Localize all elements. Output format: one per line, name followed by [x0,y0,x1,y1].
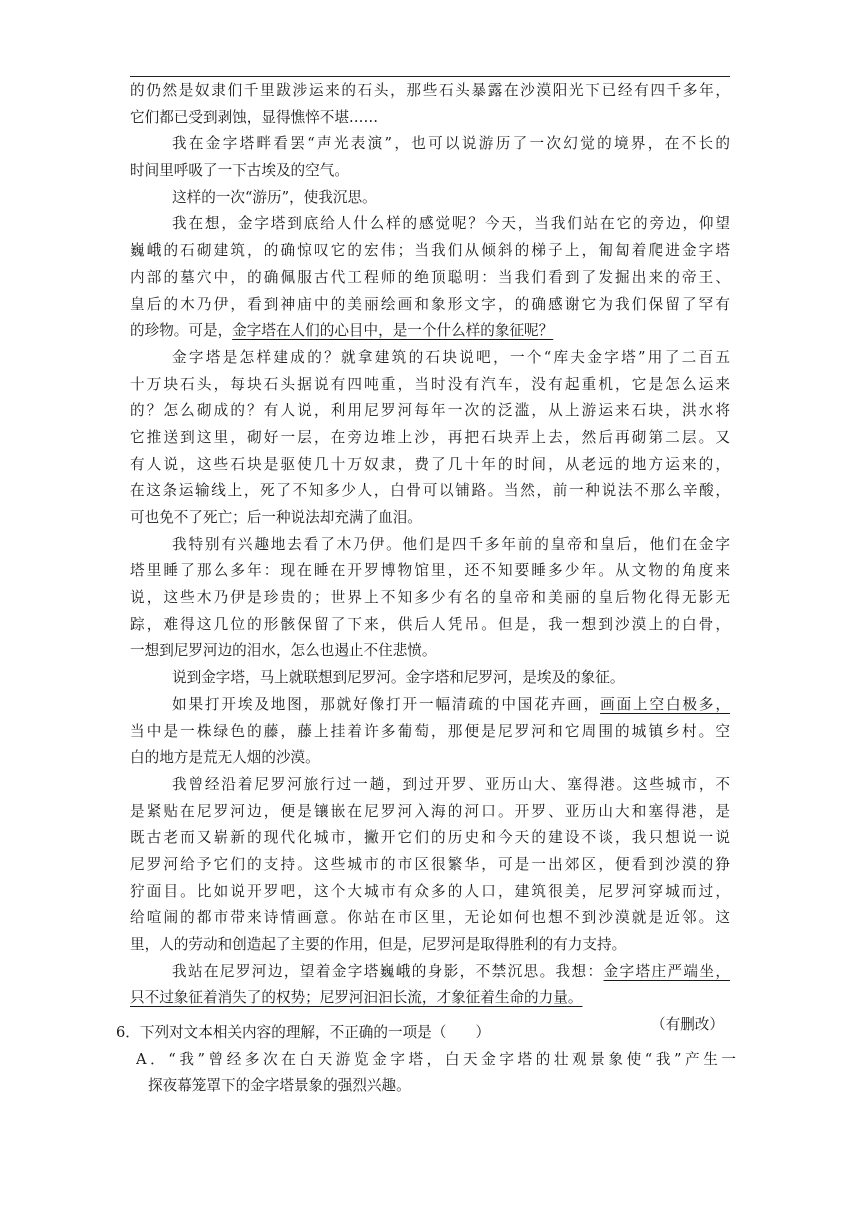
question-block [116,1020,736,1100]
text-line: 有人说，这些石块是驱使几十万奴隶，费了几十年的时间，从老远的地方运来的， [130,455,730,473]
text-line-underlined [130,985,730,1012]
text-line: 说，这些木乃伊是珍贵的；世界上不知多少有名的皇帝和美丽的皇后物化得无影无 [130,589,730,607]
text-line: 金字塔是怎样建成的？就拿建筑的石块说吧，一个“库夫金字塔”用了二百五 [172,348,730,366]
text-line: 的？怎么砌成的？有人说，利用尼罗河每年一次的泛滥，从上游运来石块，洪水将 [130,402,730,420]
option-line: 探夜幕笼罩下的金字塔景象的强烈兴趣。 [148,1077,411,1095]
text-line: 我在金字塔畔看罢“声光表演”，也可以说游历了一次幻觉的境界，在不长的 [172,135,730,153]
underlined-phrase: 只不过象征着消失了的权势；尼罗河汩汩长流，才象征着生命的力量。 [130,989,583,1007]
paragraph [130,532,730,665]
paragraph [130,185,730,212]
paragraph [130,345,730,532]
paragraph [130,959,730,1012]
text-line: 十万块石头，每块石头据说有四吨重，当时没有汽车，没有起重机，它是怎么运来 [130,375,730,393]
underlined-phrase: 金字塔在人们的心目中，是一个什么样的象征呢？ [232,322,554,340]
article-body [130,78,730,1039]
text-line: 白的地方是荒无人烟的沙漠。 [130,749,320,767]
text-line: 给喧闹的都市带来诗情画意。你站在市区里，无论如何也想不到沙漠就是近邻。这 [130,909,730,927]
text-line-underlined-tail: 我站在尼罗河边，望着金字塔巍峨的身影，不禁沉思。我想：金字塔庄严端坐， [172,962,730,980]
text-line: 这样的一次“游历”，使我沉思。 [172,188,377,206]
paragraph [130,772,730,959]
text-line: 我特别有兴趣地去看了木乃伊。他们是四千多年前的皇帝和皇后，他们在金字 [172,535,730,553]
paragraph [130,131,730,184]
text-line: 塔里睡了那么多年：现在睡在开罗博物馆里，还不知要睡多少年。从文物的角度来 [130,562,730,580]
paragraph [130,692,730,772]
underlined-phrase: 金字塔庄严端坐， [603,962,730,980]
text-line: 尼罗河给予它们的支持。这些城市的市区很繁华，可是一出郊区，便看到沙漠的狰 [130,855,730,873]
text-line: 既古老而又崭新的现代化城市，撇开它们的历史和今天的建设不谈，我只想说一说 [130,829,730,847]
text-line: 我在想，金字塔到底给人什么样的感觉呢？今天，当我们站在它的旁边，仰望 [172,215,730,233]
paragraph [130,78,730,131]
text-line: 是紧贴在尼罗河边，便是镶嵌在尼罗河入海的河口。开罗、亚历山大和塞得港，是 [130,802,730,820]
option-line: A．“我”曾经多次在白天游览金字塔，白天金字塔的壮观景象使“我”产生一 [136,1050,736,1068]
text-line-underlined-tail: 的珍物。可是，金字塔在人们的心目中，是一个什么样的象征呢？ [130,322,554,340]
text-line: 当中是一株绿色的藤，藤上挂着许多葡萄，那便是尼罗河和它周围的城镇乡村。空 [130,722,730,740]
text-line: 它推送到这里，砌好一层，在旁边堆上沙，再把石块弄上去，然后再砌第二层。又 [130,428,730,446]
top-rule [130,76,730,77]
text-line: 在这条运输线上，死了不知多少人，白骨可以铺路。当然，前一种说法不那么辛酸， [130,482,730,500]
text-line: 踪，难得这几位的形骸保留了下来，供后人凭吊。但是，我一想到沙漠上的白骨， [130,615,730,633]
paragraph [130,665,730,692]
text-line: 说到金字塔，马上就联想到尼罗河。金字塔和尼罗河，是埃及的象征。 [172,669,625,687]
text-line: 我曾经沿着尼罗河旅行过一趟，到过开罗、亚历山大、塞得港。这些城市，不 [172,775,730,793]
text-line: 的仍然是奴隶们千里跋涉运来的石头，那些石头暴露在沙漠阳光下已经有四千多年， [130,82,730,99]
text-line: 它们都已受到剥蚀，显得憔悴不堪…… [130,108,379,126]
question-stem: 6．下列对文本相关内容的理解，不正确的一项是（ ） [116,1024,491,1041]
text-line: 内部的墓穴中，的确佩服古代工程师的绝顶聪明：当我们看到了发掘出来的帝王、 [130,268,730,286]
paragraph [130,211,730,344]
source-note: （有删改） [651,1016,724,1034]
text-line: 巍峨的石砌建筑，的确惊叹它的宏伟；当我们从倾斜的梯子上，匍匐着爬进金字塔 [130,242,730,260]
text-line: 一想到尼罗河边的泪水，怎么也遏止不住悲愤。 [130,642,437,660]
text-line: 狞面目。比如说开罗吧，这个大城市有众多的人口，建筑很美，尼罗河穿城而过， [130,882,730,900]
text-line: 皇后的木乃伊，看到神庙中的美丽绘画和象形文字，的确感谢它为我们保留了罕有 [130,295,730,313]
text-line: 时间里呼吸了一下古埃及的空气。 [130,162,349,180]
text-line: 可也免不了死亡；后一种说法却充满了血泪。 [130,509,422,526]
text-line: 里，人的劳动和创造起了主要的作用，但是，尼罗河是取得胜利的有力支持。 [130,936,627,953]
option-a [116,1047,736,1100]
underlined-phrase: 画面上空白极多， [600,695,730,713]
text-line-underlined-tail: 如果打开埃及地图，那就好像打开一幅清疏的中国花卉画，画面上空白极多， [172,695,730,713]
